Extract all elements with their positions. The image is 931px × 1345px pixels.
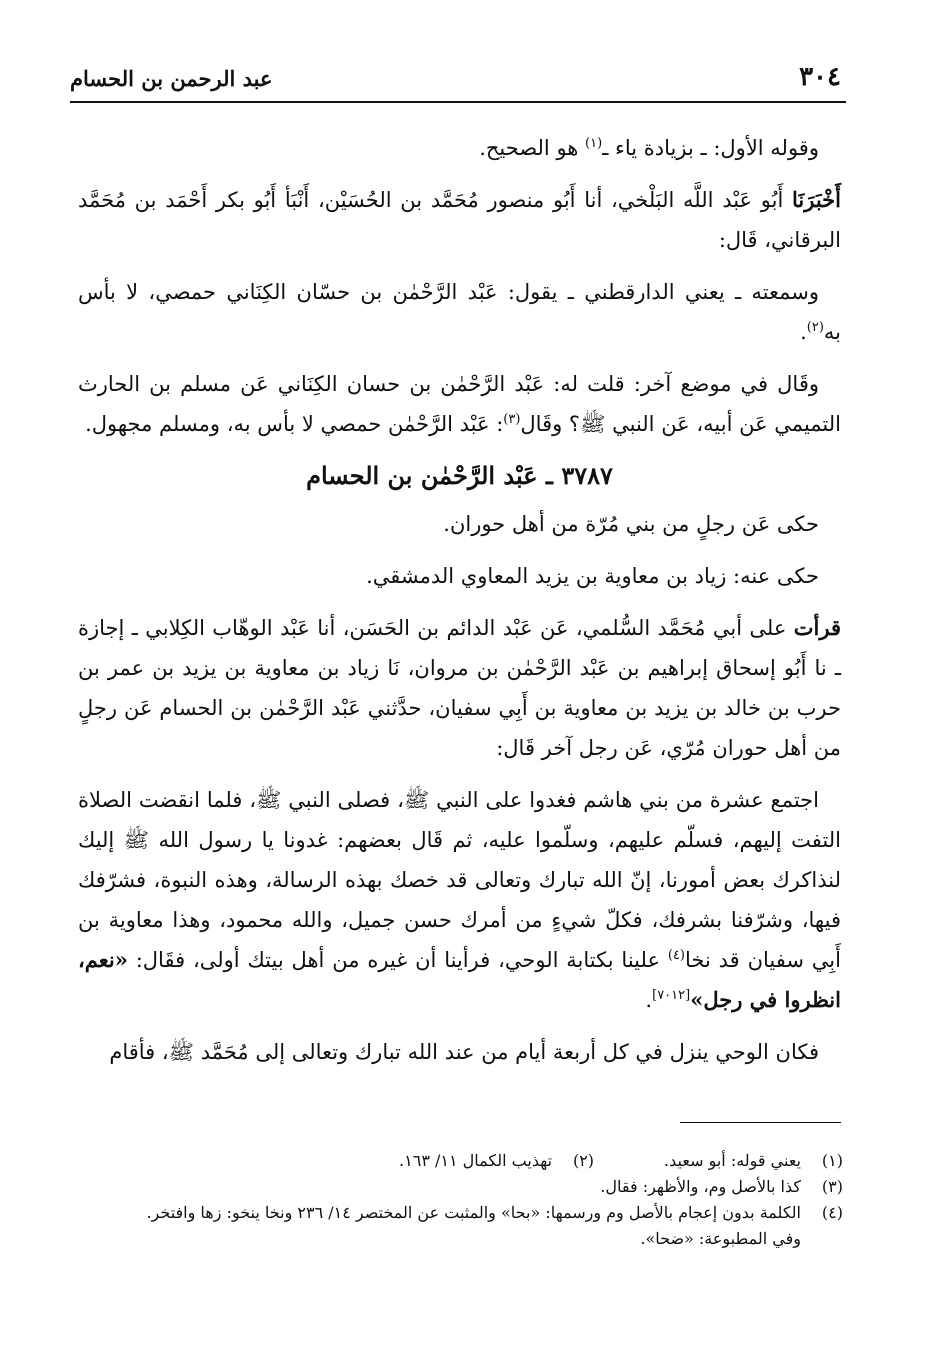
footnote-row-1-2	[78, 1148, 843, 1174]
footnote-1-number: (١)	[821, 1151, 843, 1170]
footnote-4-number: (٤)	[821, 1203, 843, 1222]
paragraph-3-end: .	[800, 320, 807, 344]
page-header	[70, 62, 841, 102]
footnote-ref-3: (٣)	[503, 412, 521, 427]
paragraph-8-text-b: علينا بكتابة الوحي، فرأينا أن غيره من أهل بيتك أولى، فقَال:	[127, 948, 668, 972]
paragraph-8	[78, 780, 841, 1020]
paragraph-1-end: هو الصحيح.	[479, 136, 586, 160]
quoted-saying: «نعم، انظروا في رجل»	[78, 947, 841, 1012]
paragraph-2	[78, 180, 841, 260]
paragraph-1-text: وقوله الأول: ـ بزيادة ياء ـ	[602, 136, 819, 160]
footnote-ref-1: (١)	[585, 136, 603, 151]
paragraph-7	[78, 608, 841, 768]
footnote-3-number: (٣)	[821, 1177, 843, 1196]
footnote-2	[399, 1148, 594, 1174]
footnote-1-text: يعني قوله: أبو سعيد.	[664, 1151, 801, 1170]
footnote-ref-2: (٢)	[806, 320, 824, 335]
paragraph-6: حكى عنه: زياد بن معاوية بن يزيد المعاوي الدمشقي.	[366, 564, 819, 588]
running-title: عبد الرحمن بن الحسام	[70, 66, 273, 91]
paragraph-4-text-b: : عَبْد الرَّحْمٰن حمصي لا بأس به، ومسلم مجهول.	[85, 412, 504, 436]
footnote-2-text: تهذيب الكمال ١١/ ١٦٣.	[399, 1151, 553, 1170]
paragraph-7-text: على أبي مُحَمَّد السُّلمي، عَن عَبْد الدائم بن الحَسَن، أنا عَبْد الوهّاب الكِلابي ـ إجازة ـ نا أَبُو إسحاق إبراهيم بن عَبْد الرَّحْمٰن بن مروان، نَا زياد بن معاوية بن يزيد بن عمر بن حرب بن خالد بن يزيد بن معاوية بن أَبِي سفيان، حدَّثني عَبْد الرَّحْمٰن بن الحسام عَن رجلٍ من أهل حوران مُرّي، عَن رجل آخر قَال:	[78, 616, 841, 760]
footnote-1	[664, 1148, 843, 1174]
paragraph-3-text: وسمعته ـ يعني الدارقطني ـ يقول: عَبْد الرَّحْمٰن بن حسّان الكِنَاني حمصي، لا بأس به	[78, 280, 841, 344]
paragraph-1	[78, 128, 841, 168]
hadith-number: [٧٠١٢]	[652, 988, 691, 1003]
footnotes	[78, 1148, 843, 1252]
paragraph-2-lead: أَخْبَرَنَا	[792, 187, 841, 212]
paragraph-3	[78, 272, 841, 352]
paragraph-2-text: أَبُو عَبْد اللَّه البَلْخي، أنا أَبُو منصور مُحَمَّد بن الحُسَيْن، أَنْبَأ أَبُو بكر أَحْمَد بن مُحَمَّد البرقاني، قَال:	[78, 188, 841, 252]
paragraph-8-end: .	[645, 988, 653, 1012]
footnote-rule	[680, 1122, 841, 1123]
paragraph-4-text-a: وقَال في موضع آخر: قلت له: عَبْد الرَّحْمٰن بن حسان الكِنَاني عَن مسلم بن الحارث التميمي عَن أبيه، عَن النبي ﷺ؟ وقَال	[78, 372, 841, 436]
footnote-4	[78, 1200, 843, 1226]
footnote-4-text: الكلمة بدون إعجام بالأصل وم ورسمها: «بحا» والمثبت عن المختصر ١٤/ ٢٣٦ ونخا ينخو: زها وافتخر.	[146, 1203, 801, 1222]
footnote-4-continuation: وفي المطبوعة: «ضحا».	[640, 1229, 801, 1248]
footnote-ref-4: (٤)	[667, 948, 685, 963]
paragraph-5: حكى عَن رجلٍ من بني مُرّة من أهل حوران.	[443, 512, 819, 536]
paragraph-7-lead: قرأت	[793, 615, 841, 640]
footnote-3	[78, 1174, 843, 1200]
entry-heading: ٣٧٨٧ ـ عَبْد الرَّحْمٰن بن الحسام	[306, 461, 613, 490]
footnote-2-number: (٢)	[572, 1151, 595, 1170]
header-rule	[70, 101, 846, 103]
page-number: ٣٠٤	[799, 62, 841, 92]
footnote-3-text: كذا بالأصل وم، والأظهر: فقال.	[600, 1177, 801, 1196]
paragraph-9: فكان الوحي ينزل في كل أربعة أيام من عند الله تبارك وتعالى إلى مُحَمَّد ﷺ، فأقام	[109, 1040, 819, 1064]
paragraph-4	[78, 364, 841, 444]
body-text	[78, 128, 841, 1084]
paragraph-8-text-a: اجتمع عشرة من بني هاشم فغدوا على النبي ﷺ، فصلى النبي ﷺ، فلما انقضت الصلاة التفت إليهم، فسلّم عليهم، وسلّموا عليه، ثم قَال بعضهم: غدونا يا رسول الله ﷺ إليك لنذاكرك بعض أمورنا، إنّ الله تبارك وتعالى قد خصك بهذه الرسالة، وهذه النبوة، فشرّفك فيها، وشرّفنا بشرفك، فكلّ شيءٍ من أمرك حسن جميل، والله محمود، وهذا معاوية بن أَبِي سفيان قد نخا	[78, 788, 841, 972]
